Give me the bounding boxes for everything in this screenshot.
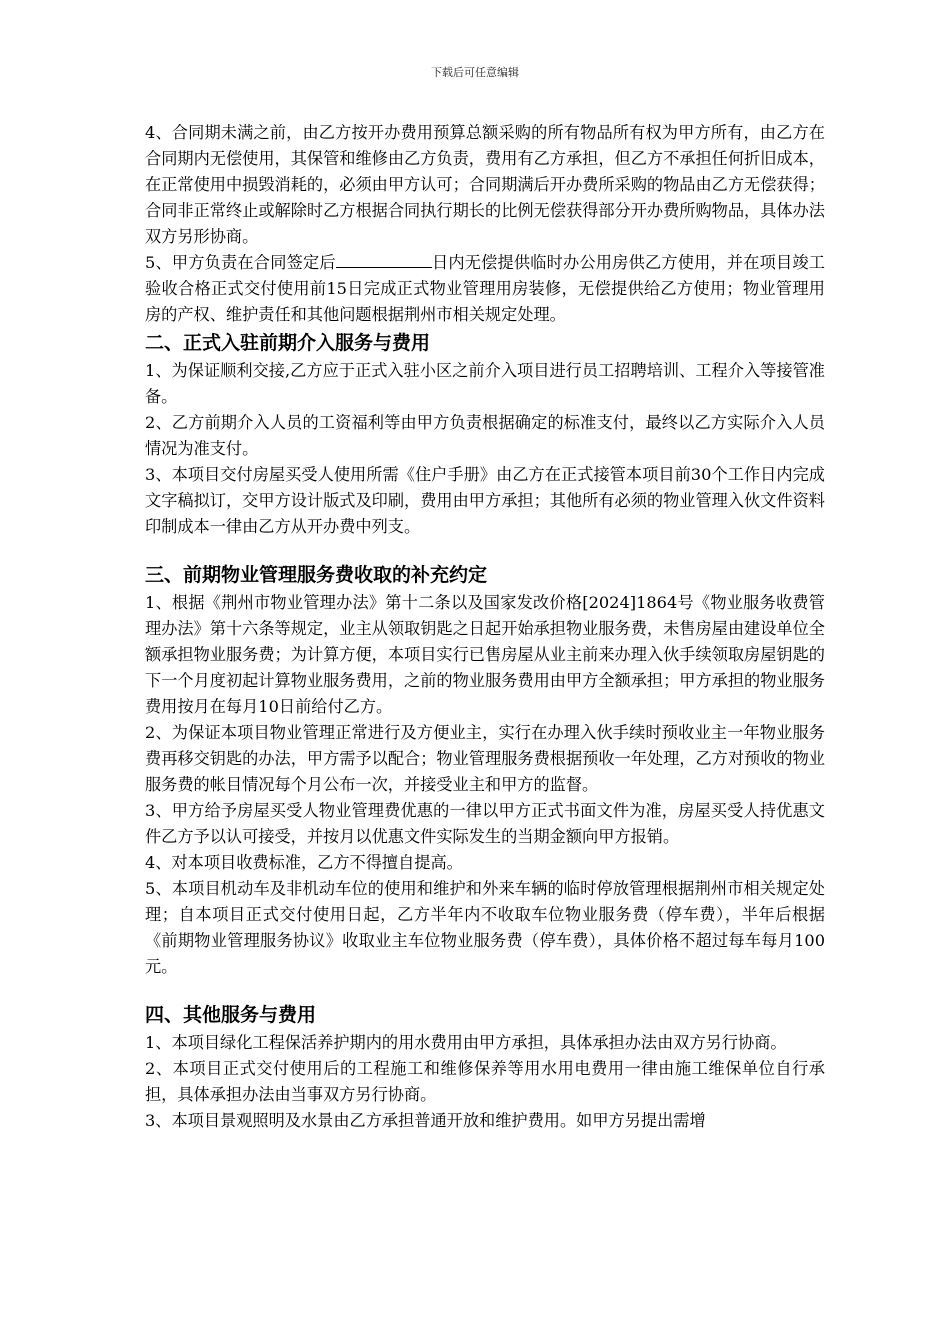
- clause-3-5: 5、本项目机动车及非机动车位的使用和维护和外来车辆的临时停放管理根据荆州市相关规定处理；自本项目正式交付使用日起，乙方半年内不收取车位物业服务费（停车费），半年后根据《前期物业管理服务协议》收取业主车位物业服务费（停车费），具体价格不超过每车每月100元。: [145, 879, 825, 976]
- clause-1-4: 4、合同期未满之前，由乙方按开办费用预算总额采购的所有物品所有权为甲方所有，由乙方在合同期内无偿使用，其保管和维修由乙方负责，费用有乙方承担，但乙方不承担任何折旧成本，在正常使用中损毁消耗的，必须由甲方认可；合同期满后开办费所采购的物品由乙方无偿获得；合同非正常终止或解除时乙方根据合同执行期长的比例无偿获得部分开办费所购物品，具体办法双方另形协商。: [145, 123, 825, 246]
- clause-2-3: 3、本项目交付房屋买受人使用所需《住户手册》由乙方在正式接管本项目前30个工作日内完成文字稿拟订，交甲方设计版式及印刷，费用由甲方承担；其他所有必须的物业管理入伙文件资料印制成本一律由乙方从开办费中列支。: [145, 465, 825, 536]
- section-4-heading: 四、其他服务与费用: [145, 1004, 317, 1026]
- fill-in-blank: [336, 251, 432, 268]
- document-body: [145, 120, 825, 1134]
- section-2-heading: 二、正式入驻前期介入服务与费用: [145, 332, 431, 354]
- clause-2-2: 2、乙方前期介入人员的工资福利等由甲方负责根据确定的标准支付，最终以乙方实际介入人员情况为准支付。: [145, 413, 825, 458]
- section-spacer: [145, 540, 825, 560]
- clause-3-3: 3、甲方给予房屋买受人物业管理费优惠的一律以甲方正式书面文件为准，房屋买受人持优惠文件乙方予以认可接受，并按月以优惠文件实际发生的当期金额向甲方报销。: [145, 801, 825, 846]
- clause-1-5: [145, 250, 825, 328]
- clause-2-1: 1、为保证顺利交接,乙方应于正式入驻小区之前介入项目进行员工招聘培训、工程介入等接管准备。: [145, 361, 825, 406]
- clause-3-4: 4、对本项目收费标准，乙方不得擅自提高。: [145, 853, 463, 872]
- section-spacer: [145, 980, 825, 1000]
- clause-4-3: 3、本项目景观照明及水景由乙方承担普通开放和维护费用。如甲方另提出需增: [145, 1111, 706, 1130]
- clause-3-2: 2、为保证本项目物业管理正常进行及方便业主，实行在办理入伙手续时预收业主一年物业服务费再移交钥匙的办法，甲方需予以配合；物业管理服务费根据预收一年处理，乙方对预收的物业服务费的帐目情况每个月公布一次，并接受业主和甲方的监督。: [145, 723, 825, 794]
- clause-1-5-text-start: 5、甲方负责在合同签定后: [145, 253, 336, 272]
- clause-4-2: 2、本项目正式交付使用后的工程施工和维修保养等用水用电费用一律由施工维保单位自行承担，具体承担办法由当事双方另行协商。: [145, 1059, 825, 1104]
- clause-1-5-text-end: 日内无偿提供临时办公用房供乙方使用，并在项目竣工验收合格正式交付使用前15日完成正式物业管理用房装修，无偿提供给乙方使用；物业管理用房的产权、维护责任和其他问题根据荆州市相关规定处理。: [145, 253, 825, 324]
- clause-4-1: 1、本项目绿化工程保活养护期内的用水费用由甲方承担，具体承担办法由双方另行协商。: [145, 1033, 787, 1052]
- page-header: 下载后可任意编辑: [431, 66, 519, 79]
- section-3-heading: 三、前期物业管理服务费收取的补充约定: [145, 564, 488, 586]
- clause-3-1: 1、根据《荆州市物业管理办法》第十二条以及国家发改价格[2024]1864号《物业服务收费管理办法》第十六条等规定，业主从领取钥匙之日起开始承担物业服务费，未售房屋由建设单位全额承担物业服务费；为计算方便，本项目实行已售房屋从业主前来办理入伙手续领取房屋钥匙的下一个月度初起计算物业服务费用，之前的物业服务费用由甲方全额承担；甲方承担的物业服务费用按月在每月10日前给付乙方。: [145, 593, 825, 716]
